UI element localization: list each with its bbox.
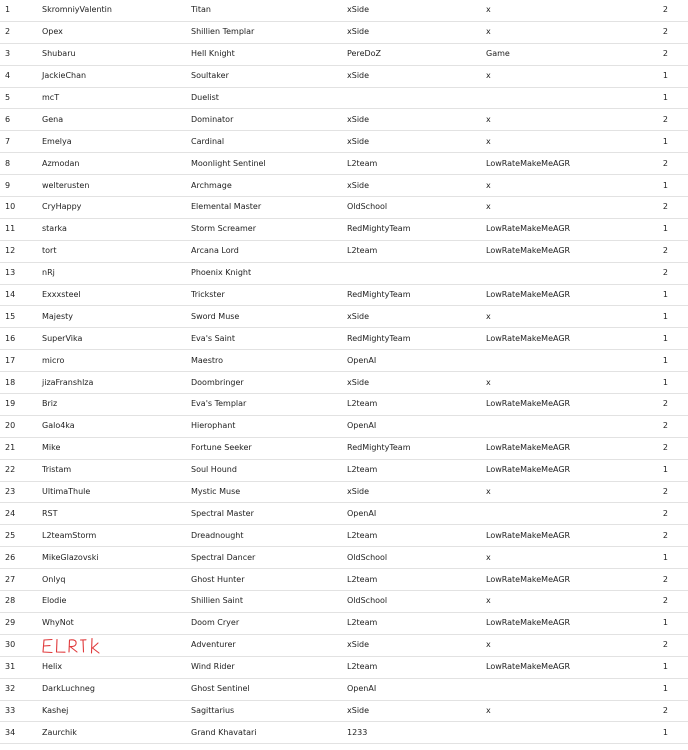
- row-number: 2: [5, 27, 11, 37]
- player-value: 1: [662, 662, 668, 672]
- player-nickname: Briz: [42, 399, 58, 409]
- player-alliance: LowRateMakeMeAGR: [486, 618, 571, 628]
- player-clan: RedMightyTeam: [347, 333, 411, 343]
- player-class: Cardinal: [191, 136, 225, 146]
- player-alliance: x: [486, 487, 491, 497]
- player-class: Elemental Master: [191, 202, 262, 212]
- player-class: Ghost Sentinel: [191, 684, 250, 694]
- table-row: [0, 131, 688, 153]
- table-row: [0, 722, 688, 744]
- player-class: Doombringer: [191, 377, 244, 387]
- player-alliance: LowRateMakeMeAGR: [486, 443, 571, 453]
- player-class: Dreadnought: [191, 530, 244, 540]
- player-value: 1: [662, 727, 668, 737]
- table-row: [0, 219, 688, 241]
- player-clan: xSide: [347, 71, 370, 81]
- player-class: Grand Khavatari: [191, 727, 257, 737]
- row-number: 14: [5, 290, 16, 300]
- table-row: [0, 482, 688, 504]
- player-clan: L2team: [347, 662, 378, 672]
- table-row: [0, 460, 688, 482]
- player-class: Mystic Muse: [191, 487, 241, 497]
- row-number: 10: [5, 202, 16, 212]
- player-clan: 1233: [347, 727, 368, 737]
- player-value: 2: [662, 705, 668, 715]
- player-nickname: starka: [42, 224, 67, 234]
- row-number: 1: [5, 5, 11, 15]
- player-value: 1: [662, 93, 668, 102]
- row-number: 17: [5, 355, 16, 365]
- player-nickname: RST: [42, 508, 58, 518]
- player-value: 2: [662, 268, 668, 278]
- player-clan: OldSchool: [347, 202, 388, 212]
- player-nickname: JackieChan: [42, 71, 87, 81]
- row-number: 3: [5, 49, 11, 59]
- player-class: Moonlight Sentinel: [191, 158, 266, 168]
- player-alliance: x: [486, 640, 491, 650]
- table-row: [0, 394, 688, 416]
- player-alliance: [486, 722, 646, 743]
- player-clan: OldSchool: [347, 596, 388, 606]
- player-class: Adventurer: [191, 640, 236, 650]
- player-clan: RedMightyTeam: [347, 443, 411, 453]
- player-value: 2: [662, 246, 668, 256]
- player-clan: L2team: [347, 618, 378, 628]
- player-class: Trickster: [191, 290, 225, 300]
- player-clan: xSide: [347, 377, 370, 387]
- row-number: 21: [5, 443, 16, 453]
- table-row: [0, 285, 688, 307]
- row-number: 28: [5, 596, 16, 606]
- player-alliance: LowRateMakeMeAGR: [486, 574, 571, 584]
- player-value: 1: [662, 355, 668, 365]
- row-number: 23: [5, 487, 16, 497]
- row-number: 18: [5, 377, 16, 387]
- player-class: Shillien Templar: [191, 27, 255, 37]
- row-number: 31: [5, 662, 16, 672]
- player-clan: xSide: [347, 114, 370, 124]
- player-nickname: Elodie: [42, 596, 67, 606]
- player-class: Eva's Saint: [191, 333, 236, 343]
- player-alliance: LowRateMakeMeAGR: [486, 333, 571, 343]
- player-nickname: Tristam: [42, 465, 72, 475]
- player-clan: xSide: [347, 136, 370, 146]
- row-number: 27: [5, 574, 16, 584]
- player-nickname: jizaFranshlza: [42, 377, 94, 387]
- player-class: Soultaker: [191, 71, 229, 81]
- player-alliance: x: [486, 596, 491, 606]
- table-row: [0, 44, 688, 66]
- player-value: 2: [662, 27, 668, 37]
- player-value: 2: [662, 508, 668, 518]
- player-value: 2: [662, 574, 668, 584]
- player-nickname: Gena: [42, 114, 64, 124]
- player-clan: xSide: [347, 487, 370, 497]
- player-alliance: LowRateMakeMeAGR: [486, 246, 571, 256]
- player-alliance: x: [486, 114, 491, 124]
- player-clan: xSide: [347, 27, 370, 37]
- player-value: 2: [662, 5, 668, 15]
- table-row: [0, 109, 688, 131]
- player-clan: xSide: [347, 705, 370, 715]
- row-number: 8: [5, 158, 11, 168]
- row-number: 19: [5, 399, 16, 409]
- player-nickname: Emelya: [42, 136, 72, 146]
- row-number: 6: [5, 114, 11, 124]
- player-alliance: LowRateMakeMeAGR: [486, 662, 571, 672]
- row-number: 30: [5, 640, 16, 650]
- player-value: 1: [662, 333, 668, 343]
- table-row: [0, 153, 688, 175]
- row-number: 32: [5, 684, 16, 694]
- player-value: 2: [662, 114, 668, 124]
- row-number: 16: [5, 333, 16, 343]
- player-nickname: Majesty: [42, 311, 73, 321]
- player-alliance: Game: [486, 49, 510, 59]
- table-row: [0, 547, 688, 569]
- row-number: 29: [5, 618, 16, 628]
- player-clan: L2team: [347, 399, 378, 409]
- row-number: 20: [5, 421, 16, 431]
- player-class: Hell Knight: [191, 49, 235, 59]
- player-value: 2: [662, 158, 668, 168]
- table-row: [0, 701, 688, 723]
- row-number: 24: [5, 508, 16, 518]
- player-class: Dominator: [191, 114, 234, 124]
- table-row: [0, 0, 688, 22]
- player-value: 1: [662, 71, 668, 81]
- player-class: Sword Muse: [191, 311, 240, 321]
- player-clan: xSide: [347, 180, 370, 190]
- player-alliance: [486, 88, 646, 109]
- player-class: Archmage: [191, 180, 232, 190]
- player-nickname: Onlyq: [42, 574, 66, 584]
- player-class: Wind Rider: [191, 662, 235, 672]
- player-value: 1: [662, 180, 668, 190]
- table-row: [0, 679, 688, 701]
- player-alliance: LowRateMakeMeAGR: [486, 399, 571, 409]
- player-clan: OpenAI: [347, 684, 377, 694]
- player-value: 2: [662, 202, 668, 212]
- row-number: 13: [5, 268, 16, 278]
- player-nickname: Helix: [42, 662, 63, 672]
- player-value: 1: [662, 618, 668, 628]
- player-alliance: LowRateMakeMeAGR: [486, 224, 571, 234]
- table-row: [0, 175, 688, 197]
- table-row: [0, 438, 688, 460]
- player-clan: OpenAI: [347, 508, 377, 518]
- player-value: 2: [662, 443, 668, 453]
- player-value: 1: [662, 224, 668, 234]
- player-clan: L2team: [347, 574, 378, 584]
- player-nickname: Shubaru: [42, 49, 76, 59]
- player-class: Hierophant: [191, 421, 236, 431]
- player-alliance: LowRateMakeMeAGR: [486, 530, 571, 540]
- player-nickname: Exxxsteel: [42, 290, 81, 300]
- row-number: 33: [5, 705, 16, 715]
- player-value: 1: [662, 552, 668, 562]
- player-class: Soul Hound: [191, 465, 237, 475]
- player-alliance: x: [486, 71, 491, 81]
- player-clan: xSide: [347, 5, 370, 15]
- table-row: [0, 66, 688, 88]
- player-nickname: SkromniyValentin: [42, 5, 112, 15]
- player-class: Maestro: [191, 355, 224, 365]
- player-class: Ghost Hunter: [191, 574, 245, 584]
- table-row: [0, 416, 688, 438]
- player-nickname: nRj: [42, 268, 55, 278]
- player-nickname: CryHappy: [42, 202, 82, 212]
- table-row: [0, 503, 688, 525]
- row-number: 11: [5, 224, 16, 234]
- player-clan: L2team: [347, 465, 378, 475]
- row-number: 22: [5, 465, 16, 475]
- table-row: [0, 328, 688, 350]
- player-value: 1: [662, 311, 668, 321]
- table-row: [0, 350, 688, 372]
- player-clan: xSide: [347, 640, 370, 650]
- player-clan: [347, 263, 477, 284]
- table-row: [0, 263, 688, 285]
- player-alliance: [486, 350, 646, 371]
- handwritten-nickname: [40, 637, 112, 655]
- table-row: [0, 22, 688, 44]
- table-row: [0, 569, 688, 591]
- player-value: 2: [662, 530, 668, 540]
- table-row: [0, 635, 688, 657]
- player-nickname: Galo4ka: [42, 421, 75, 431]
- player-value: 1: [662, 684, 668, 694]
- player-class: Phoenix Knight: [191, 268, 252, 278]
- player-alliance: x: [486, 202, 491, 212]
- table-row: [0, 657, 688, 679]
- player-alliance: x: [486, 552, 491, 562]
- player-alliance: LowRateMakeMeAGR: [486, 158, 571, 168]
- row-number: 34: [5, 727, 16, 737]
- player-class: Fortune Seeker: [191, 443, 252, 453]
- player-alliance: x: [486, 5, 491, 15]
- player-alliance: x: [486, 27, 491, 37]
- player-value: 1: [662, 377, 668, 387]
- player-nickname: micro: [42, 355, 65, 365]
- player-clan: L2team: [347, 158, 378, 168]
- player-alliance: x: [486, 180, 491, 190]
- table-row: [0, 372, 688, 394]
- player-value: 2: [662, 49, 668, 59]
- row-number: 26: [5, 552, 16, 562]
- player-alliance: x: [486, 311, 491, 321]
- player-value: 2: [662, 399, 668, 409]
- player-value: 2: [662, 596, 668, 606]
- player-nickname: Mike: [42, 443, 61, 453]
- player-clan: RedMightyTeam: [347, 224, 411, 234]
- player-alliance: LowRateMakeMeAGR: [486, 465, 571, 475]
- row-number: 9: [5, 180, 11, 190]
- player-nickname: Azmodan: [42, 158, 80, 168]
- player-class: Eva's Templar: [191, 399, 247, 409]
- player-clan: L2team: [347, 530, 378, 540]
- table-row: [0, 525, 688, 547]
- player-class: Titan: [191, 5, 211, 15]
- table-row: [0, 613, 688, 635]
- player-clan: OpenAI: [347, 421, 377, 431]
- row-number: 4: [5, 71, 11, 81]
- player-value: 1: [662, 465, 668, 475]
- player-value: 2: [662, 421, 668, 431]
- player-class: Shillien Saint: [191, 596, 243, 606]
- table-row: [0, 88, 688, 110]
- row-number: 15: [5, 311, 16, 321]
- player-alliance: x: [486, 377, 491, 387]
- player-class: Duelist: [191, 93, 219, 102]
- player-class: Spectral Dancer: [191, 552, 256, 562]
- table-row: [0, 591, 688, 613]
- player-nickname: Kashej: [42, 705, 69, 715]
- row-number: 7: [5, 136, 11, 146]
- player-nickname: MikeGlazovski: [42, 552, 99, 562]
- player-value: 2: [662, 487, 668, 497]
- player-nickname: UltimaThule: [42, 487, 91, 497]
- player-nickname: L2teamStorm: [42, 530, 97, 540]
- player-alliance: [486, 679, 646, 700]
- player-clan: L2team: [347, 246, 378, 256]
- player-class: Spectral Master: [191, 508, 254, 518]
- row-number: 12: [5, 246, 16, 256]
- table-row: [0, 306, 688, 328]
- player-clan: xSide: [347, 311, 370, 321]
- player-alliance: [486, 503, 646, 524]
- table-row: [0, 197, 688, 219]
- player-nickname: DarkLuchneg: [42, 684, 95, 694]
- player-alliance: [486, 263, 646, 284]
- player-value: 1: [662, 290, 668, 300]
- player-clan: RedMightyTeam: [347, 290, 411, 300]
- player-nickname: Opex: [42, 27, 63, 37]
- player-alliance: LowRateMakeMeAGR: [486, 290, 571, 300]
- player-nickname: mcT: [42, 93, 60, 102]
- player-value: 2: [662, 640, 668, 650]
- player-nickname: WhyNot: [42, 618, 74, 628]
- player-alliance: [486, 416, 646, 437]
- player-class: Arcana Lord: [191, 246, 239, 256]
- player-class: Sagittarius: [191, 705, 235, 715]
- player-nickname: tort: [42, 246, 57, 256]
- player-clan: PereDoZ: [347, 49, 382, 59]
- player-nickname: SuperVika: [42, 333, 83, 343]
- player-clan: [347, 88, 477, 109]
- row-number: 5: [5, 93, 11, 102]
- player-alliance: x: [486, 136, 491, 146]
- player-class: Doom Cryer: [191, 618, 240, 628]
- player-clan: OldSchool: [347, 552, 388, 562]
- table-row: [0, 241, 688, 263]
- player-clan: OpenAI: [347, 355, 377, 365]
- player-nickname: welterusten: [42, 180, 90, 190]
- row-number: 25: [5, 530, 16, 540]
- player-alliance: x: [486, 705, 491, 715]
- player-value: 1: [662, 136, 668, 146]
- player-nickname: Zaurchik: [42, 727, 77, 737]
- player-class: Storm Screamer: [191, 224, 257, 234]
